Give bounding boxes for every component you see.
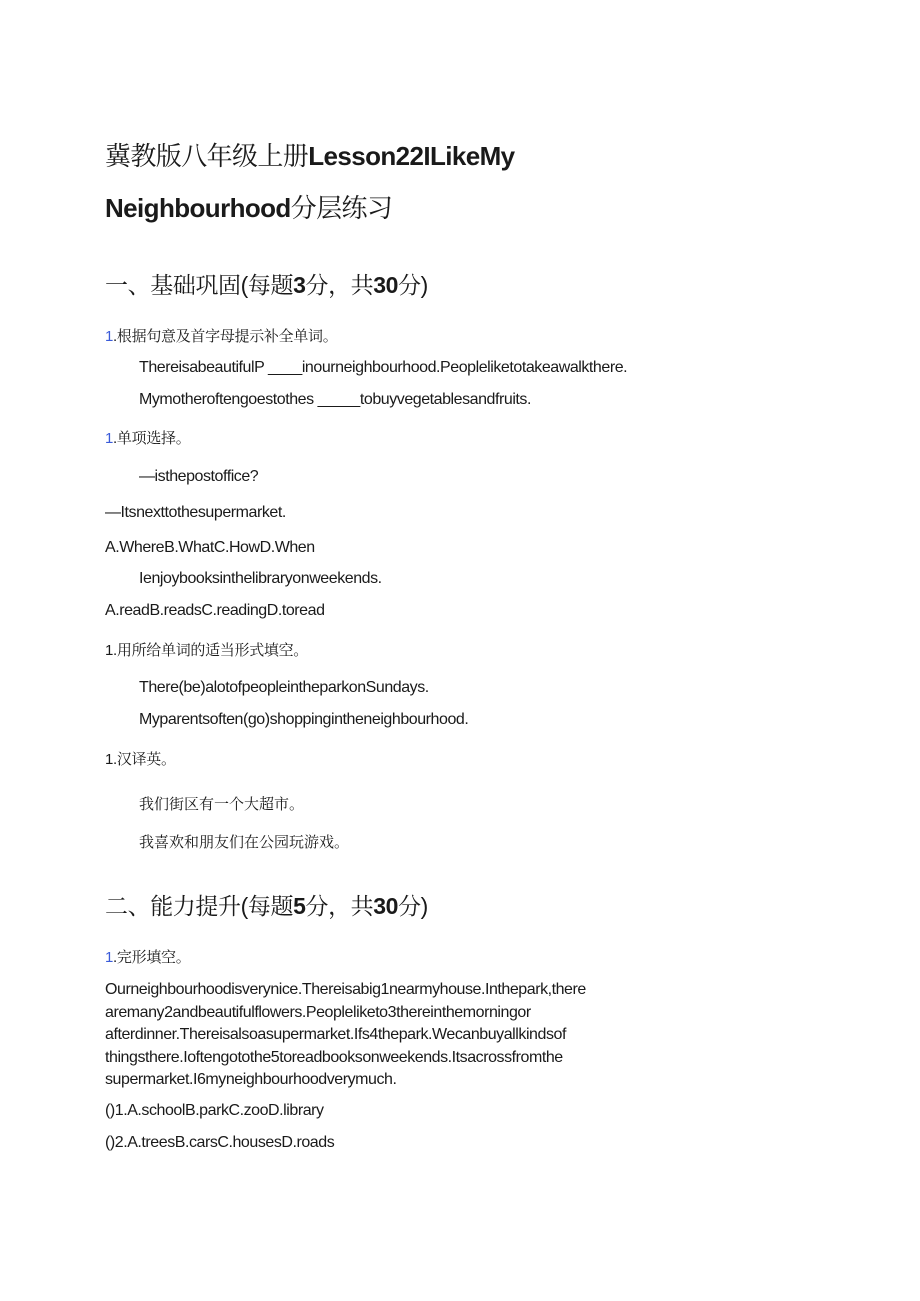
document-title-line1 [105, 136, 515, 173]
q2-answer-line: —Itsnexttothesupermarket. [105, 504, 286, 521]
q3-sentence-2: Myparentsoften(go)shoppingintheneighbourhood. [139, 711, 469, 728]
question-multiple-choice-label [105, 427, 190, 448]
q2-sentence-2: Ienjoybooksinthelibraryonweekends. [139, 570, 382, 587]
question-translate-label: 1.汉译英。 [105, 751, 176, 768]
title-cn-suffix: 分层练习 [290, 193, 393, 223]
q2-options-1: A.WhereB.WhatC.HowD.When [105, 539, 315, 556]
q1-sentence-2: Mymotheroftengoestothes _____tobuyvegetablesandfruits. [139, 391, 531, 408]
section-heading-advanced [105, 888, 428, 921]
question-word-form-label: 1.用所给单词的适当形式填空。 [105, 642, 309, 659]
section2-suffix: 分) [398, 893, 428, 919]
question-number: 1 [105, 430, 114, 447]
question-fill-letter-label [105, 325, 337, 346]
section1-points: 3 [293, 272, 306, 298]
question-instruction: .完形填空。 [113, 949, 191, 966]
question-instruction: .根据句意及首字母提示补全单词。 [113, 328, 338, 345]
cloze-option-1: ()1.A.schoolB.parkC.zooD.library [105, 1102, 324, 1119]
q4-sentence-2: 我喜欢和朋友们在公园玩游戏。 [139, 834, 350, 851]
q2-options-2: A.readB.readsC.readingD.toread [105, 602, 325, 619]
q3-sentence-1: There(be)alotofpeopleintheparkonSundays. [139, 679, 429, 696]
question-number: 1 [105, 949, 114, 966]
title-cn-prefix: 冀教版八年级上册 [105, 141, 309, 171]
section2-mid: 分，共 [305, 893, 374, 919]
section-heading-basic [105, 267, 428, 300]
section2-total: 30 [373, 893, 399, 919]
section1-total: 30 [373, 272, 399, 298]
cloze-passage: Ourneighbourhoodisverynice.Thereisabig1nearmyhouse.Inthepark,there aremany2andbeautifulflowers.Peopleliketo3thereinthemorningor afterdinner.Thereisalsoasupermarket.Ifs4thepark.Wecanbuyallkindsof thingsthere.Ioftengotothe5toreadbooksonweekends.Itsacrossfromthe supermarket.I6myneighbourhoodverymuch. [105, 981, 586, 1088]
question-number: 1 [105, 328, 114, 345]
question-instruction: .单项选择。 [113, 430, 191, 447]
q4-sentence-1: 我们街区有一个大超市。 [139, 796, 305, 813]
section1-suffix: 分) [398, 272, 428, 298]
section2-prefix: 二、能力提升(每题 [105, 893, 294, 919]
question-cloze-label [105, 946, 190, 967]
section1-prefix: 一、基础巩固(每题 [105, 272, 294, 298]
title-neighbourhood: Neighbourhood [105, 193, 291, 223]
section2-points: 5 [293, 893, 306, 919]
cloze-option-2: ()2.A.treesB.carsC.housesD.roads [105, 1134, 335, 1151]
title-lesson: Lesson22ILikeMy [308, 141, 515, 171]
document-title-line2 [105, 188, 392, 225]
q1-sentence-1: ThereisabeautifulP ____inourneighbourhood.Peopleliketotakeawalkthere. [139, 359, 628, 376]
section1-mid: 分，共 [305, 272, 374, 298]
q2-question-line: —isthepostoffice? [139, 468, 259, 485]
